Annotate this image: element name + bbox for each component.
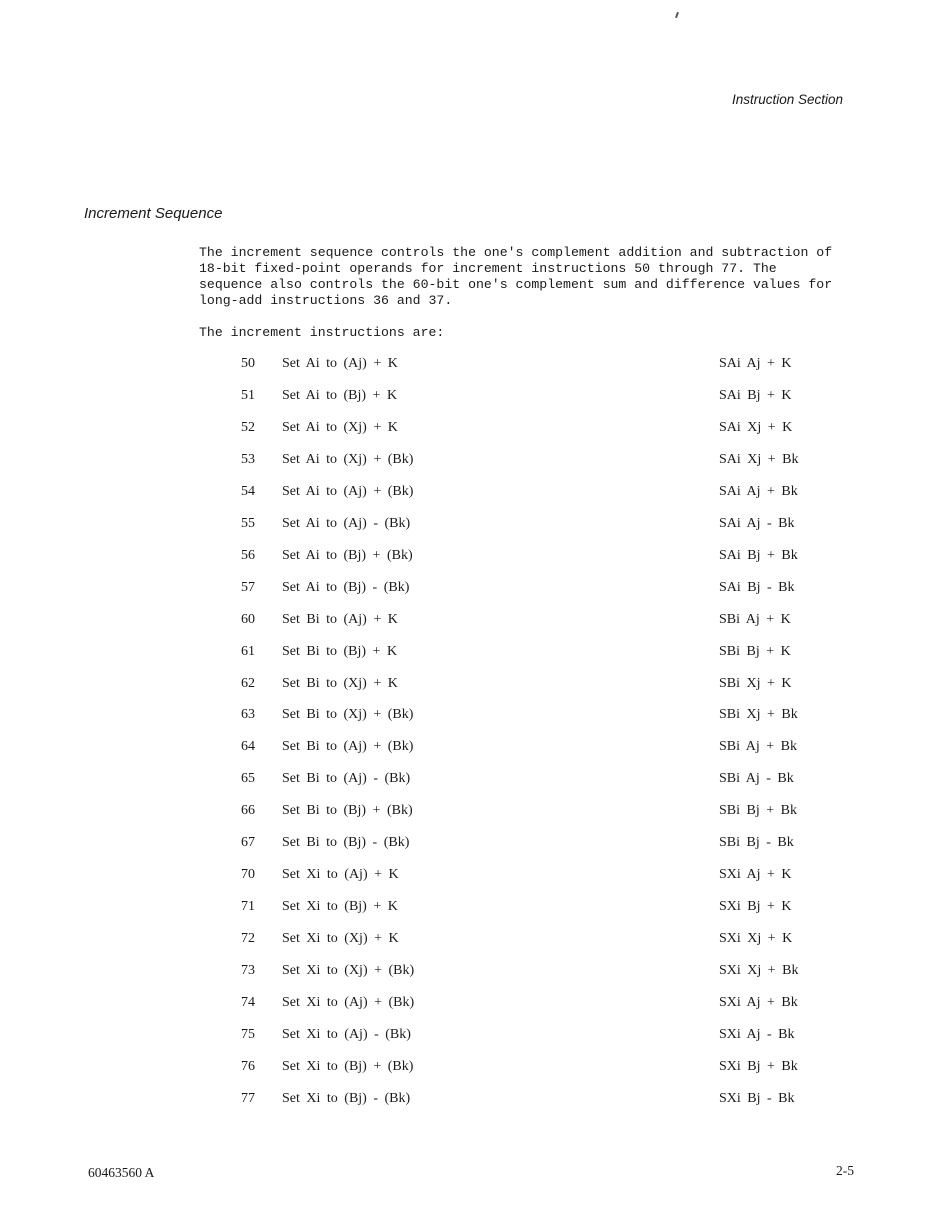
instruction-syntax: SAi Bj + K <box>719 388 792 403</box>
instruction-code: 75 <box>241 1027 255 1042</box>
instruction-syntax: SAi Xj + K <box>719 420 793 435</box>
instruction-description: Set Bi to (Aj) + K <box>282 612 398 627</box>
instruction-description: Set Xi to (Bj) + (Bk) <box>282 1059 414 1074</box>
instruction-description: Set Ai to (Aj) - (Bk) <box>282 516 411 531</box>
instruction-syntax: SXi Aj - Bk <box>719 1027 795 1042</box>
instruction-description: Set Bi to (Xj) + (Bk) <box>282 707 414 722</box>
instruction-syntax: SXi Bj + K <box>719 899 792 914</box>
instruction-syntax: SAi Bj - Bk <box>719 580 795 595</box>
instruction-description: Set Xi to (Aj) + K <box>282 867 399 882</box>
instruction-row <box>0 580 950 600</box>
instruction-syntax: SBi Xj + Bk <box>719 707 798 722</box>
instruction-description: Set Xi to (Bj) - (Bk) <box>282 1091 411 1106</box>
instruction-code: 60 <box>241 612 255 627</box>
instruction-description: Set Ai to (Xj) + K <box>282 420 398 435</box>
instruction-code: 71 <box>241 899 255 914</box>
instruction-code: 53 <box>241 452 255 467</box>
instruction-description: Set Bi to (Bj) + K <box>282 644 398 659</box>
instruction-description: Set Bi to (Bj) + (Bk) <box>282 803 413 818</box>
instruction-code: 57 <box>241 580 255 595</box>
instruction-syntax: SXi Xj + K <box>719 931 793 946</box>
instruction-row <box>0 963 950 983</box>
instruction-row <box>0 1027 950 1047</box>
instruction-code: 65 <box>241 771 255 786</box>
instruction-description: Set Bi to (Aj) + (Bk) <box>282 739 414 754</box>
instruction-description: Set Ai to (Aj) + (Bk) <box>282 484 414 499</box>
instruction-syntax: SAi Bj + Bk <box>719 548 798 563</box>
instruction-row <box>0 420 950 440</box>
instruction-code: 70 <box>241 867 255 882</box>
instruction-row <box>0 835 950 855</box>
instruction-row <box>0 452 950 472</box>
instruction-row <box>0 644 950 664</box>
instruction-code: 72 <box>241 931 255 946</box>
instruction-syntax: SAi Aj - Bk <box>719 516 795 531</box>
document-number: 60463560 A <box>88 1165 155 1180</box>
instruction-code: 52 <box>241 420 255 435</box>
instruction-syntax: SAi Aj + K <box>719 356 792 371</box>
instruction-code: 50 <box>241 356 255 371</box>
instruction-code: 56 <box>241 548 255 563</box>
instruction-code: 74 <box>241 995 255 1010</box>
instruction-row <box>0 1059 950 1079</box>
instruction-code: 66 <box>241 803 255 818</box>
instruction-syntax: SBi Bj - Bk <box>719 835 794 850</box>
instruction-code: 77 <box>241 1091 255 1106</box>
instruction-description: Set Xi to (Xj) + K <box>282 931 399 946</box>
instruction-row <box>0 867 950 887</box>
intro-paragraph <box>199 245 839 309</box>
instruction-syntax: SBi Aj - Bk <box>719 771 794 786</box>
instruction-row <box>0 516 950 536</box>
scan-mark <box>675 12 679 18</box>
instruction-row <box>0 931 950 951</box>
intro-text: The increment sequence controls the one's complement addition and subtraction of 18-bit fixed-point operands for increment instructions 50 through 77. The sequence also controls the 60-bit one's complement sum and difference values for long-add instructions 36 and 37. <box>199 245 833 308</box>
instruction-description: Set Xi to (Bj) + K <box>282 899 398 914</box>
instruction-syntax: SAi Aj + Bk <box>719 484 798 499</box>
instruction-code: 76 <box>241 1059 255 1074</box>
instruction-syntax: SXi Bj + Bk <box>719 1059 798 1074</box>
list-lead: The increment instructions are: <box>199 325 445 340</box>
instruction-description: Set Ai to (Xj) + (Bk) <box>282 452 414 467</box>
instruction-syntax: SAi Xj + Bk <box>719 452 799 467</box>
instruction-code: 73 <box>241 963 255 978</box>
instruction-description: Set Ai to (Bj) + (Bk) <box>282 548 413 563</box>
instruction-code: 51 <box>241 388 255 403</box>
instruction-row <box>0 707 950 727</box>
instruction-row <box>0 1091 950 1111</box>
instruction-description: Set Xi to (Aj) + (Bk) <box>282 995 415 1010</box>
instruction-description: Set Ai to (Bj) + K <box>282 388 398 403</box>
section-title: Increment Sequence <box>84 205 223 222</box>
instruction-code: 55 <box>241 516 255 531</box>
instruction-row <box>0 676 950 696</box>
instruction-description: Set Bi to (Aj) - (Bk) <box>282 771 411 786</box>
instruction-description: Set Ai to (Bj) - (Bk) <box>282 580 410 595</box>
instruction-syntax: SXi Bj - Bk <box>719 1091 795 1106</box>
instruction-row <box>0 899 950 919</box>
running-header: Instruction Section <box>731 92 843 107</box>
instruction-code: 54 <box>241 484 255 499</box>
instruction-description: Set Bi to (Xj) + K <box>282 676 398 691</box>
instruction-row <box>0 739 950 759</box>
instruction-description: Set Bi to (Bj) - (Bk) <box>282 835 410 850</box>
instruction-row <box>0 995 950 1015</box>
instruction-row <box>0 771 950 791</box>
instruction-syntax: SBi Aj + Bk <box>719 739 797 754</box>
instruction-syntax: SBi Bj + K <box>719 644 791 659</box>
instruction-row <box>0 356 950 376</box>
instruction-row <box>0 803 950 823</box>
instruction-code: 64 <box>241 739 255 754</box>
instruction-code: 63 <box>241 707 255 722</box>
instruction-syntax: SBi Aj + K <box>719 612 791 627</box>
instruction-row <box>0 484 950 504</box>
page-number: 2-5 <box>836 1163 854 1178</box>
instruction-code: 62 <box>241 676 255 691</box>
instruction-row <box>0 612 950 632</box>
instruction-row <box>0 548 950 568</box>
instruction-syntax: SXi Aj + K <box>719 867 792 882</box>
instruction-syntax: SBi Xj + K <box>719 676 792 691</box>
instruction-code: 67 <box>241 835 255 850</box>
instruction-syntax: SXi Xj + Bk <box>719 963 799 978</box>
instruction-code: 61 <box>241 644 255 659</box>
instruction-description: Set Ai to (Aj) + K <box>282 356 398 371</box>
instruction-description: Set Xi to (Aj) - (Bk) <box>282 1027 411 1042</box>
instruction-syntax: SBi Bj + Bk <box>719 803 797 818</box>
instruction-description: Set Xi to (Xj) + (Bk) <box>282 963 415 978</box>
instruction-row <box>0 388 950 408</box>
instruction-syntax: SXi Aj + Bk <box>719 995 798 1010</box>
